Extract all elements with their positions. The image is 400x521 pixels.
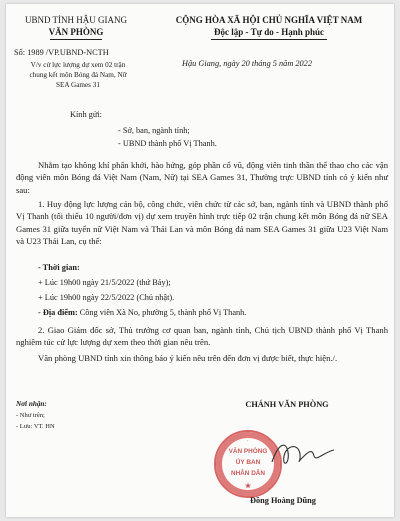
seal-text-1: VĂN PHÒNG — [228, 448, 268, 455]
signer-name: Đồng Hoàng Dũng — [250, 496, 316, 505]
seal-text-3: NHÂN DÂN — [230, 470, 266, 477]
noi-nhan-item-1: - Như trên; — [16, 412, 45, 419]
recipient-1: - Sở, ban, ngành tỉnh; — [118, 126, 190, 135]
time-item-2: + Lúc 19h00 ngày 22/5/2022 (Chủ nhật). — [38, 293, 175, 302]
body-paragraph-1: Nhằm tạo không khí phấn khởi, hào hứng, góp phần cổ vũ, động viên tinh thần thể thao cho các vận động viên môn Bóng đá Việt Nam (Nam, Nữ) tại SEA Games 31, Thường trực UBND tỉnh có ý kiến như sau: — [16, 160, 388, 195]
body-paragraph-2: 1. Huy động lực lượng cán bộ, công chức, viên chức từ các sở, ban, ngành tỉnh và UBND thành phố Vị Thanh (tối thiểu 10 người/đơn vị) dự xem truyền hình trực tiếp 02 trận chung kết môn Bóng đá nữ SEA Games 31 giữa tuyển nữ Việt Nam và Thái Lan và môn Bóng đá nam SEA Games 31 giữa U23 Việt Nam và U23 Thái Lan, cụ thể: — [16, 199, 388, 247]
national-title: CỘNG HÒA XÃ HỘI CHỦ NGHĨA VIỆT NAM — [175, 15, 363, 25]
header-underline-left — [50, 39, 102, 40]
place-label: - Địa điểm: — [38, 308, 78, 317]
recipient-2: - UBND thành phố Vị Thanh. — [118, 139, 217, 148]
document-date: Hậu Giang, ngày 20 tháng 5 năm 2022 — [182, 59, 312, 68]
place-value: Công viên Xà No, phường 5, thành phố Vị Thanh. — [77, 308, 247, 317]
body-paragraph-4: Văn phòng UBND tỉnh xin thông báo ý kiến nêu trên đến đơn vị được biết, thực hiện./. — [38, 353, 338, 363]
recipients-title: Kính gửi: — [70, 110, 102, 119]
header-underline-right — [211, 39, 327, 40]
time-label: - Thời gian: — [38, 263, 80, 272]
noi-nhan-item-2: - Lưu: VT. HN — [16, 423, 55, 430]
national-motto: Độc lập - Tự do - Hạnh phúc — [213, 27, 324, 37]
document-page — [6, 4, 394, 517]
official-seal: · VĂN PHÒNG ỦY BAN NHÂN DÂN ★ — [214, 430, 282, 498]
subject-line-2: chung kết môn Bóng đá Nam, Nữ — [29, 71, 127, 79]
body-paragraph-3: 2. Giao Giám đốc sở, Thủ trưởng cơ quan ban, ngành tỉnh, Chủ tịch UBND thành phố Vị Thanh nghiêm túc cử lực lượng dự xem theo thời gian nêu trên. — [16, 325, 388, 348]
seal-text-2: ỦY BAN — [235, 459, 261, 466]
subject-line-3: SEA Games 31 — [56, 81, 100, 89]
noi-nhan-title: Nơi nhận: — [16, 400, 47, 408]
handwritten-signature — [268, 434, 338, 474]
subject-line-1: V/v cử lực lượng dự xem 02 trận — [30, 61, 126, 69]
signer-title: CHÁNH VĂN PHÒNG — [245, 400, 329, 409]
time-item-1: + Lúc 19h00 ngày 21/5/2022 (thứ Bảy); — [38, 278, 171, 287]
document-number: Số: 1989 /VP.UBND-NCTH — [14, 48, 109, 57]
issuer-province: UBND TỈNH HẬU GIANG — [24, 15, 128, 25]
place-line — [38, 308, 246, 317]
issuer-office: VĂN PHÒNG — [48, 27, 104, 37]
